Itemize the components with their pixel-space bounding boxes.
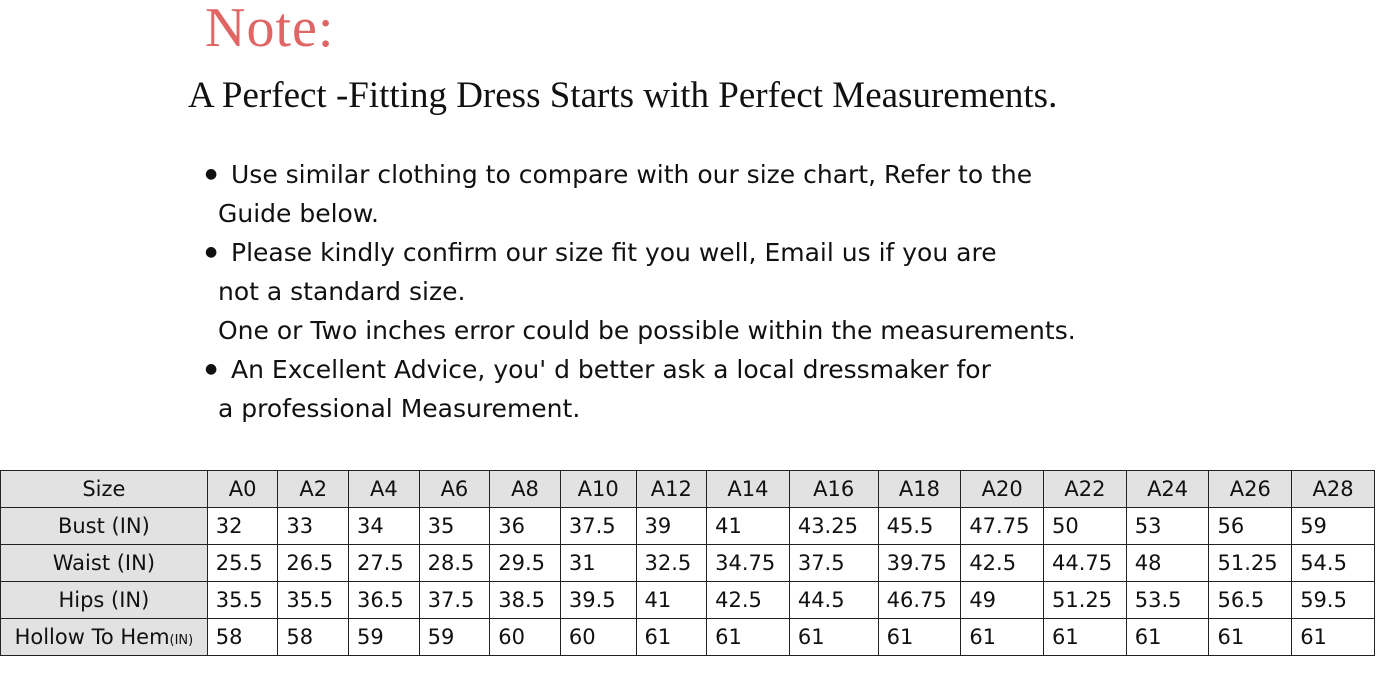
table-row-header: Hips (IN) xyxy=(1,582,208,619)
table-cell: 36 xyxy=(490,508,561,545)
table-cell: 60 xyxy=(490,619,561,656)
table-column-header: A18 xyxy=(878,471,961,508)
table-column-header: A14 xyxy=(707,471,790,508)
table-row-header: Waist (IN) xyxy=(1,545,208,582)
table-column-header: A10 xyxy=(560,471,636,508)
table-cell: 51.25 xyxy=(1044,582,1127,619)
page-subtitle: A Perfect -Fitting Dress Starts with Perfect Measurements. xyxy=(188,75,1058,116)
table-cell: 61 xyxy=(707,619,790,656)
table-cell: 54.5 xyxy=(1292,545,1375,582)
table-cell: 39.5 xyxy=(560,582,636,619)
table-row-header: Bust (IN) xyxy=(1,508,208,545)
table-cell: 37.5 xyxy=(560,508,636,545)
table-column-header: A8 xyxy=(490,471,561,508)
table-cell: 43.25 xyxy=(789,508,878,545)
table-cell: 61 xyxy=(878,619,961,656)
table-column-header: A6 xyxy=(419,471,490,508)
table-cell: 56 xyxy=(1209,508,1292,545)
table-cell: 25.5 xyxy=(207,545,278,582)
table-cell: 41 xyxy=(707,508,790,545)
table-cell: 34 xyxy=(349,508,420,545)
table-cell: 32.5 xyxy=(636,545,707,582)
table-cell: 53 xyxy=(1126,508,1209,545)
table-column-header: A2 xyxy=(278,471,349,508)
table-cell: 35 xyxy=(419,508,490,545)
table-cell: 34.75 xyxy=(707,545,790,582)
table-cell: 60 xyxy=(560,619,636,656)
table-cell: 61 xyxy=(1209,619,1292,656)
table-cell: 47.75 xyxy=(961,508,1044,545)
table-row-header-unit: (IN) xyxy=(169,633,194,648)
table-cell: 37.5 xyxy=(419,582,490,619)
table-cell: 26.5 xyxy=(278,545,349,582)
table-cell: 28.5 xyxy=(419,545,490,582)
table-cell: 46.75 xyxy=(878,582,961,619)
table-cell: 45.5 xyxy=(878,508,961,545)
table-cell: 42.5 xyxy=(707,582,790,619)
table-cell: 27.5 xyxy=(349,545,420,582)
size-chart-table xyxy=(0,470,1375,656)
list-item: ● Use similar clothing to compare with our size chart, Refer to the xyxy=(205,155,1215,194)
table-cell: 44.5 xyxy=(789,582,878,619)
table-cell: 42.5 xyxy=(961,545,1044,582)
table-cell: 31 xyxy=(560,545,636,582)
table-cell: 41 xyxy=(636,582,707,619)
table-corner-label: Size xyxy=(1,471,208,508)
note-bullet-list xyxy=(205,155,1215,428)
table-column-header: A28 xyxy=(1292,471,1375,508)
table-row xyxy=(1,582,1375,619)
table-header-row xyxy=(1,471,1375,508)
table-cell: 51.25 xyxy=(1209,545,1292,582)
table-row xyxy=(1,619,1375,656)
list-item: ● An Excellent Advice, you' d better ask a local dressmaker for xyxy=(205,350,1215,389)
table-row-header xyxy=(1,619,208,656)
table-cell: 61 xyxy=(1126,619,1209,656)
table-cell: 32 xyxy=(207,508,278,545)
table-cell: 48 xyxy=(1126,545,1209,582)
table-column-header: A12 xyxy=(636,471,707,508)
list-item: a professional Measurement. xyxy=(218,394,581,423)
table-cell: 29.5 xyxy=(490,545,561,582)
table-cell: 58 xyxy=(278,619,349,656)
table-cell: 50 xyxy=(1044,508,1127,545)
table-cell: 33 xyxy=(278,508,349,545)
list-item: not a standard size. xyxy=(218,277,466,306)
table-column-header: A24 xyxy=(1126,471,1209,508)
table-cell: 59 xyxy=(349,619,420,656)
table-cell: 59 xyxy=(1292,508,1375,545)
list-item: Guide below. xyxy=(218,199,379,228)
table-cell: 49 xyxy=(961,582,1044,619)
table-cell: 39.75 xyxy=(878,545,961,582)
table-cell: 35.5 xyxy=(278,582,349,619)
table-column-header: A16 xyxy=(789,471,878,508)
table-cell: 61 xyxy=(1044,619,1127,656)
table-row xyxy=(1,508,1375,545)
table-column-header: A26 xyxy=(1209,471,1292,508)
table-cell: 61 xyxy=(789,619,878,656)
table-cell: 61 xyxy=(961,619,1044,656)
table-cell: 61 xyxy=(1292,619,1375,656)
table-column-header: A0 xyxy=(207,471,278,508)
table-cell: 56.5 xyxy=(1209,582,1292,619)
list-item: One or Two inches error could be possible within the measurements. xyxy=(218,316,1076,345)
table-column-header: A4 xyxy=(349,471,420,508)
table-cell: 53.5 xyxy=(1126,582,1209,619)
table-column-header: A20 xyxy=(961,471,1044,508)
table-cell: 35.5 xyxy=(207,582,278,619)
table-cell: 59.5 xyxy=(1292,582,1375,619)
table-column-header: A22 xyxy=(1044,471,1127,508)
table-row xyxy=(1,545,1375,582)
size-chart-table-wrapper xyxy=(0,470,1380,656)
table-cell: 38.5 xyxy=(490,582,561,619)
table-cell: 37.5 xyxy=(789,545,878,582)
table-cell: 58 xyxy=(207,619,278,656)
table-cell: 36.5 xyxy=(349,582,420,619)
table-cell: 39 xyxy=(636,508,707,545)
list-item: ● Please kindly confirm our size fit you well, Email us if you are xyxy=(205,233,1215,272)
table-row-header-text: Hollow To Hem xyxy=(14,625,170,649)
table-cell: 59 xyxy=(419,619,490,656)
page-title: Note: xyxy=(205,0,335,59)
table-cell: 44.75 xyxy=(1044,545,1127,582)
table-cell: 61 xyxy=(636,619,707,656)
